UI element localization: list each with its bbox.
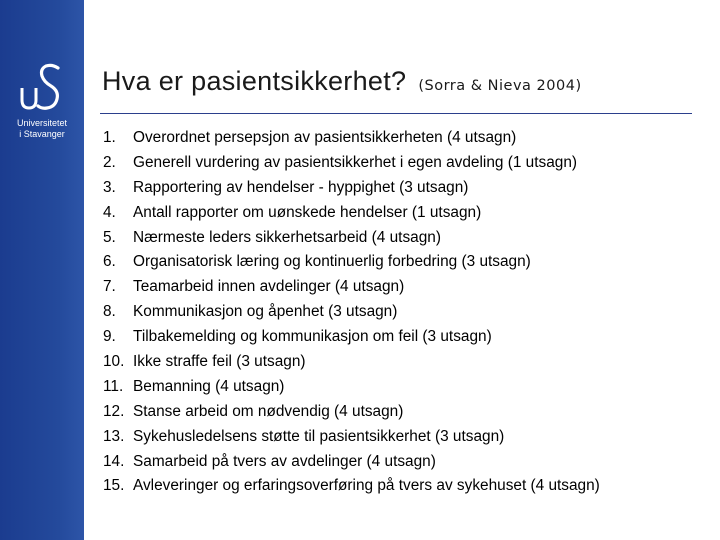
- title-citation: (Sorra & Nieva 2004): [418, 78, 582, 94]
- list-item: [103, 126, 600, 151]
- list-item: [103, 176, 600, 201]
- list-item-text: Sykehusledelsens støtte til pasientsikkerhet (3 utsagn): [133, 427, 505, 445]
- list-item-text: Overordnet persepsjon av pasientsikkerheten (4 utsagn): [133, 129, 517, 146]
- list-item: [103, 350, 600, 375]
- list-item-number: 3.: [103, 178, 116, 196]
- list-item-number: 11.: [103, 377, 124, 395]
- uis-logo-icon: [18, 62, 66, 114]
- list-item-text: Tilbakemelding og kommunikasjon om feil (3 utsagn): [133, 328, 492, 346]
- list-item: [103, 375, 600, 400]
- list-item-number: 4.: [103, 203, 116, 221]
- list-item: [103, 151, 600, 176]
- list-item: [103, 425, 600, 450]
- list-item: [103, 300, 600, 325]
- list-item-text: Antall rapporter om uønskede hendelser (1 utsagn): [133, 203, 482, 221]
- slide-title: [102, 66, 702, 106]
- list-item-number: 6.: [103, 253, 116, 271]
- list-item-text: Organisatorisk læring og kontinuerlig forbedring (3 utsagn): [133, 253, 531, 271]
- list-item-number: 2.: [103, 153, 116, 171]
- list-item: [103, 275, 600, 300]
- brand-sidebar: [0, 0, 84, 540]
- list-item-text: Bemanning (4 utsagn): [133, 377, 285, 395]
- list-item-number: 8.: [103, 303, 116, 321]
- list-item-number: 15.: [103, 477, 125, 495]
- list-item-number: 5.: [103, 228, 116, 246]
- list-item-number: 7.: [103, 278, 116, 296]
- list-item-number: 14.: [103, 452, 125, 470]
- list-item-number: 9.: [103, 328, 116, 346]
- list-item: [103, 201, 600, 226]
- list-item-text: Generell vurdering av pasientsikkerhet i egen avdeling (1 utsagn): [133, 153, 578, 171]
- list-item-text: Nærmeste leders sikkerhetsarbeid (4 utsagn): [133, 228, 441, 246]
- logo-text-line1: Universitetet: [16, 118, 68, 128]
- list-item-number: 13.: [103, 427, 125, 445]
- numbered-list: [103, 126, 600, 499]
- title-main: Hva er pasientsikkerhet?: [102, 66, 407, 96]
- university-logo: [0, 62, 84, 140]
- list-item-text: Stanse arbeid om nødvendig (4 utsagn): [133, 402, 404, 420]
- list-item-text: Rapportering av hendelser - hyppighet (3 utsagn): [133, 178, 469, 196]
- logo-text-line2: i Stavanger: [19, 129, 65, 139]
- list-item-text: Ikke straffe feil (3 utsagn): [133, 353, 306, 371]
- list-item: [103, 400, 600, 425]
- list-item: [103, 250, 600, 275]
- list-item-text: Kommunikasjon og åpenhet (3 utsagn): [133, 303, 398, 321]
- list-item: [103, 226, 600, 251]
- list-item-text: Samarbeid på tvers av avdelinger (4 utsagn): [133, 452, 436, 470]
- list-item-text: Teamarbeid innen avdelinger (4 utsagn): [133, 278, 405, 296]
- list-item: [103, 474, 600, 499]
- list-item-text: Avleveringer og erfaringsoverføring på tvers av sykehuset (4 utsagn): [133, 477, 600, 495]
- list-item-number: 12.: [103, 402, 125, 420]
- list-item: [103, 450, 600, 475]
- list-item-number: 1.: [103, 129, 116, 146]
- list-item-number: 10.: [103, 353, 125, 371]
- title-divider: [100, 113, 692, 114]
- list-item: [103, 325, 600, 350]
